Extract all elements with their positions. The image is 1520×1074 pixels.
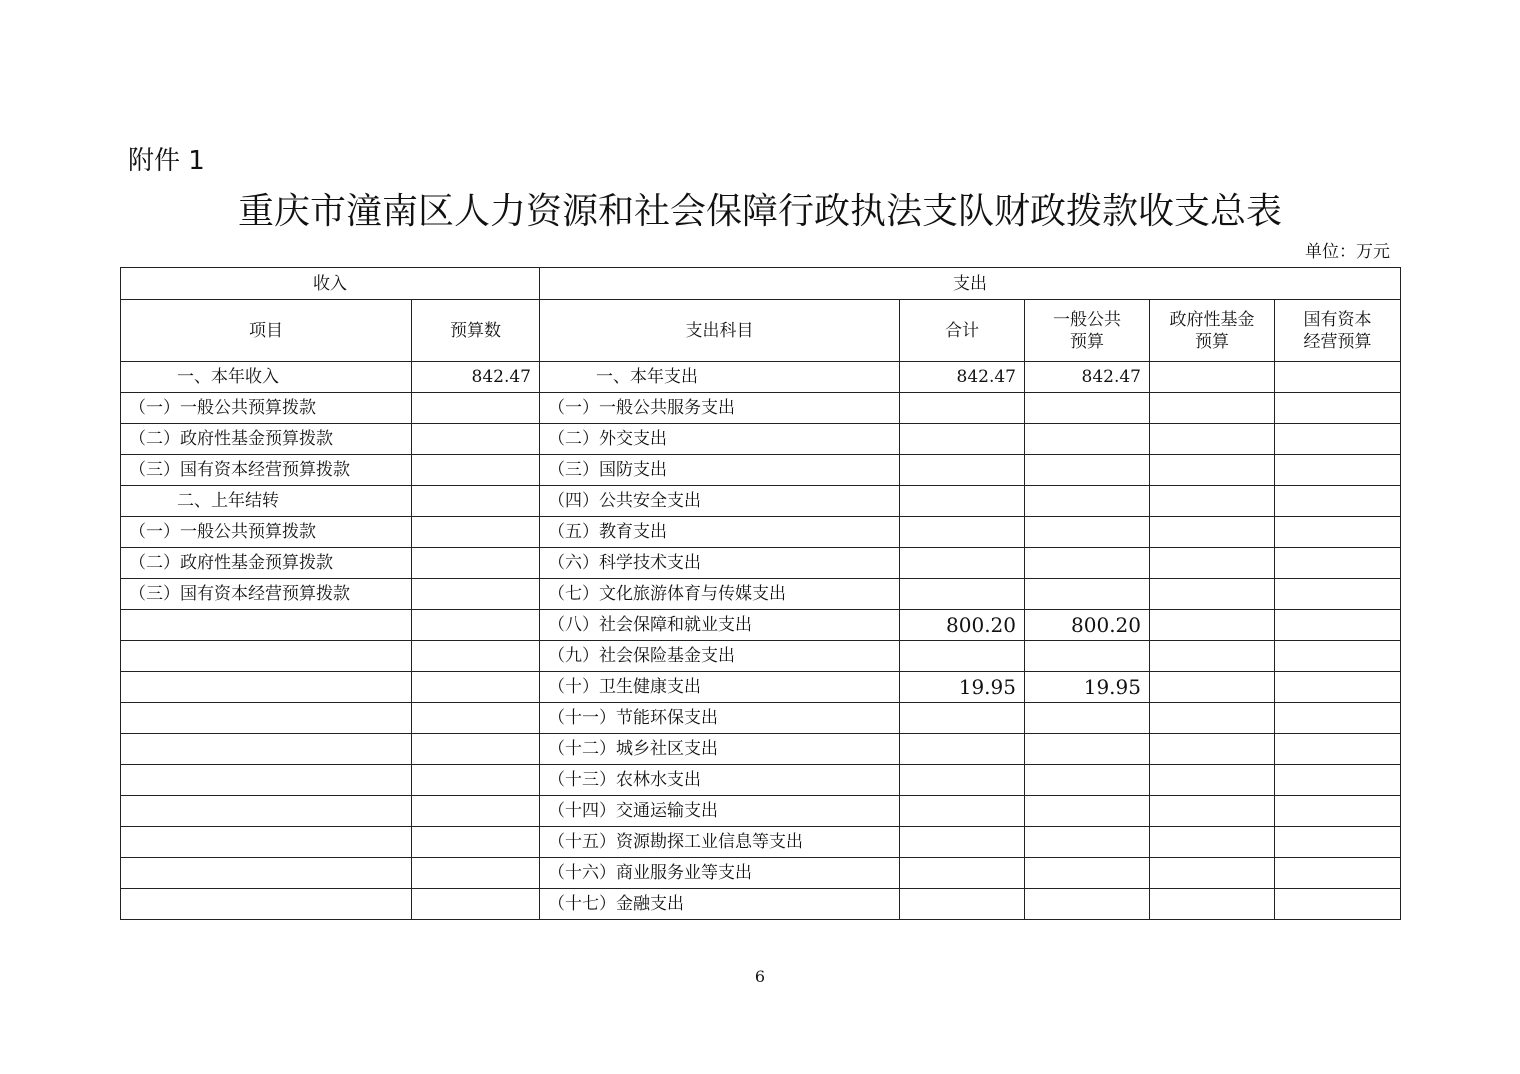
income-budget-cell bbox=[412, 827, 540, 858]
gov-fund-cell bbox=[1150, 486, 1275, 517]
general-public-cell: 19.95 bbox=[1025, 672, 1150, 703]
income-budget-cell bbox=[412, 517, 540, 548]
gov-fund-cell bbox=[1150, 889, 1275, 920]
income-item-cell bbox=[121, 641, 412, 672]
income-budget-cell bbox=[412, 393, 540, 424]
state-capital-cell bbox=[1275, 734, 1401, 765]
group-header-row bbox=[121, 268, 1401, 300]
total-cell bbox=[900, 734, 1025, 765]
income-item-cell: （一）一般公共预算拨款 bbox=[121, 517, 412, 548]
unit-label: 单位：万元 bbox=[1305, 242, 1390, 262]
table-row bbox=[121, 393, 1401, 424]
table-row bbox=[121, 827, 1401, 858]
expense-subject-cell: （五）教育支出 bbox=[540, 517, 900, 548]
expense-subject-cell: （三）国防支出 bbox=[540, 455, 900, 486]
gov-fund-cell bbox=[1150, 734, 1275, 765]
income-budget-cell bbox=[412, 889, 540, 920]
general-public-cell bbox=[1025, 827, 1150, 858]
state-capital-cell bbox=[1275, 765, 1401, 796]
col-state-capital-header: 国有资本 经营预算 bbox=[1275, 300, 1401, 362]
col-general-public-header: 一般公共 预算 bbox=[1025, 300, 1150, 362]
gov-fund-cell bbox=[1150, 827, 1275, 858]
general-public-cell bbox=[1025, 548, 1150, 579]
income-budget-cell bbox=[412, 486, 540, 517]
table-row bbox=[121, 579, 1401, 610]
state-capital-cell bbox=[1275, 424, 1401, 455]
gov-fund-cell bbox=[1150, 858, 1275, 889]
expense-subject-cell: （十四）交通运输支出 bbox=[540, 796, 900, 827]
state-capital-cell bbox=[1275, 455, 1401, 486]
gov-fund-cell bbox=[1150, 765, 1275, 796]
expense-subject-cell: （一）一般公共服务支出 bbox=[540, 393, 900, 424]
state-capital-cell bbox=[1275, 579, 1401, 610]
general-public-cell bbox=[1025, 455, 1150, 486]
table-row bbox=[121, 486, 1401, 517]
state-capital-cell bbox=[1275, 641, 1401, 672]
total-cell bbox=[900, 393, 1025, 424]
col-budget-header: 预算数 bbox=[412, 300, 540, 362]
gov-fund-cell bbox=[1150, 703, 1275, 734]
general-public-cell bbox=[1025, 517, 1150, 548]
income-budget-cell bbox=[412, 610, 540, 641]
column-header-row bbox=[121, 300, 1401, 362]
income-item-cell: 一、本年收入 bbox=[121, 362, 412, 393]
income-budget-cell bbox=[412, 765, 540, 796]
table-row bbox=[121, 455, 1401, 486]
total-cell bbox=[900, 765, 1025, 796]
state-capital-cell bbox=[1275, 672, 1401, 703]
page-number: 6 bbox=[754, 967, 766, 986]
total-cell bbox=[900, 486, 1025, 517]
state-capital-cell bbox=[1275, 889, 1401, 920]
gov-fund-cell bbox=[1150, 362, 1275, 393]
income-item-cell bbox=[121, 858, 412, 889]
gov-fund-cell bbox=[1150, 517, 1275, 548]
state-capital-cell bbox=[1275, 796, 1401, 827]
income-item-cell: 二、上年结转 bbox=[121, 486, 412, 517]
income-budget-cell bbox=[412, 641, 540, 672]
income-budget-cell bbox=[412, 796, 540, 827]
total-cell bbox=[900, 548, 1025, 579]
income-item-cell: （二）政府性基金预算拨款 bbox=[121, 548, 412, 579]
expense-subject-cell: （十）卫生健康支出 bbox=[540, 672, 900, 703]
income-item-cell bbox=[121, 610, 412, 641]
total-cell bbox=[900, 455, 1025, 486]
general-public-cell bbox=[1025, 796, 1150, 827]
expense-group-header: 支出 bbox=[540, 268, 1401, 300]
expense-subject-cell: （八）社会保障和就业支出 bbox=[540, 610, 900, 641]
expense-subject-cell: （九）社会保险基金支出 bbox=[540, 641, 900, 672]
income-budget-cell bbox=[412, 734, 540, 765]
state-capital-cell bbox=[1275, 517, 1401, 548]
general-public-cell bbox=[1025, 889, 1150, 920]
income-item-cell: （二）政府性基金预算拨款 bbox=[121, 424, 412, 455]
total-cell bbox=[900, 827, 1025, 858]
attachment-label: 附件 1 bbox=[128, 146, 205, 176]
state-capital-cell bbox=[1275, 548, 1401, 579]
income-budget-cell bbox=[412, 672, 540, 703]
income-budget-cell bbox=[412, 858, 540, 889]
gov-fund-cell bbox=[1150, 579, 1275, 610]
income-group-header: 收入 bbox=[121, 268, 540, 300]
income-item-cell bbox=[121, 765, 412, 796]
col-gov-fund-header: 政府性基金 预算 bbox=[1150, 300, 1275, 362]
table-row bbox=[121, 889, 1401, 920]
income-item-cell bbox=[121, 827, 412, 858]
table-row bbox=[121, 362, 1401, 393]
income-budget-cell bbox=[412, 455, 540, 486]
budget-summary-table bbox=[120, 267, 1401, 920]
expense-subject-cell: （二）外交支出 bbox=[540, 424, 900, 455]
state-capital-cell bbox=[1275, 610, 1401, 641]
col-total-header: 合计 bbox=[900, 300, 1025, 362]
table-row bbox=[121, 610, 1401, 641]
general-public-cell: 842.47 bbox=[1025, 362, 1150, 393]
general-public-cell bbox=[1025, 486, 1150, 517]
gov-fund-cell bbox=[1150, 672, 1275, 703]
total-cell bbox=[900, 703, 1025, 734]
general-public-cell bbox=[1025, 424, 1150, 455]
general-public-cell bbox=[1025, 765, 1150, 796]
gov-fund-cell bbox=[1150, 796, 1275, 827]
expense-subject-cell: （十五）资源勘探工业信息等支出 bbox=[540, 827, 900, 858]
total-cell bbox=[900, 858, 1025, 889]
income-item-cell: （三）国有资本经营预算拨款 bbox=[121, 455, 412, 486]
state-capital-cell bbox=[1275, 858, 1401, 889]
general-public-cell bbox=[1025, 858, 1150, 889]
table-row bbox=[121, 517, 1401, 548]
income-item-cell bbox=[121, 889, 412, 920]
income-item-cell bbox=[121, 672, 412, 703]
total-cell bbox=[900, 579, 1025, 610]
general-public-cell: 800.20 bbox=[1025, 610, 1150, 641]
table-row bbox=[121, 858, 1401, 889]
gov-fund-cell bbox=[1150, 610, 1275, 641]
income-item-cell bbox=[121, 703, 412, 734]
gov-fund-cell bbox=[1150, 455, 1275, 486]
table-row bbox=[121, 548, 1401, 579]
state-capital-cell bbox=[1275, 362, 1401, 393]
income-budget-cell bbox=[412, 703, 540, 734]
general-public-cell bbox=[1025, 579, 1150, 610]
expense-subject-cell: （十七）金融支出 bbox=[540, 889, 900, 920]
table-row bbox=[121, 641, 1401, 672]
state-capital-cell bbox=[1275, 827, 1401, 858]
total-cell: 842.47 bbox=[900, 362, 1025, 393]
expense-subject-cell: （十一）节能环保支出 bbox=[540, 703, 900, 734]
total-cell: 19.95 bbox=[900, 672, 1025, 703]
expense-subject-cell: （十二）城乡社区支出 bbox=[540, 734, 900, 765]
expense-subject-cell: （十六）商业服务业等支出 bbox=[540, 858, 900, 889]
income-item-cell: （一）一般公共预算拨款 bbox=[121, 393, 412, 424]
col-expense-subject-header: 支出科目 bbox=[540, 300, 900, 362]
page-title: 重庆市潼南区人力资源和社会保障行政执法支队财政拨款收支总表 bbox=[237, 191, 1282, 232]
total-cell: 800.20 bbox=[900, 610, 1025, 641]
expense-subject-cell: （七）文化旅游体育与传媒支出 bbox=[540, 579, 900, 610]
expense-subject-cell: （十三）农林水支出 bbox=[540, 765, 900, 796]
table-row bbox=[121, 765, 1401, 796]
income-item-cell bbox=[121, 734, 412, 765]
income-budget-cell bbox=[412, 424, 540, 455]
gov-fund-cell bbox=[1150, 424, 1275, 455]
income-item-cell bbox=[121, 796, 412, 827]
state-capital-cell bbox=[1275, 486, 1401, 517]
table-row bbox=[121, 734, 1401, 765]
gov-fund-cell bbox=[1150, 548, 1275, 579]
total-cell bbox=[900, 889, 1025, 920]
general-public-cell bbox=[1025, 641, 1150, 672]
income-budget-cell bbox=[412, 548, 540, 579]
total-cell bbox=[900, 424, 1025, 455]
state-capital-cell bbox=[1275, 393, 1401, 424]
gov-fund-cell bbox=[1150, 393, 1275, 424]
total-cell bbox=[900, 796, 1025, 827]
general-public-cell bbox=[1025, 734, 1150, 765]
expense-subject-cell: 一、本年支出 bbox=[540, 362, 900, 393]
table-row bbox=[121, 796, 1401, 827]
income-budget-cell bbox=[412, 579, 540, 610]
gov-fund-cell bbox=[1150, 641, 1275, 672]
total-cell bbox=[900, 641, 1025, 672]
table-row bbox=[121, 672, 1401, 703]
state-capital-cell bbox=[1275, 703, 1401, 734]
income-budget-cell: 842.47 bbox=[412, 362, 540, 393]
general-public-cell bbox=[1025, 703, 1150, 734]
expense-subject-cell: （四）公共安全支出 bbox=[540, 486, 900, 517]
general-public-cell bbox=[1025, 393, 1150, 424]
expense-subject-cell: （六）科学技术支出 bbox=[540, 548, 900, 579]
income-item-cell: （三）国有资本经营预算拨款 bbox=[121, 579, 412, 610]
total-cell bbox=[900, 517, 1025, 548]
table-row bbox=[121, 424, 1401, 455]
col-item-header: 项目 bbox=[121, 300, 412, 362]
table-row bbox=[121, 703, 1401, 734]
